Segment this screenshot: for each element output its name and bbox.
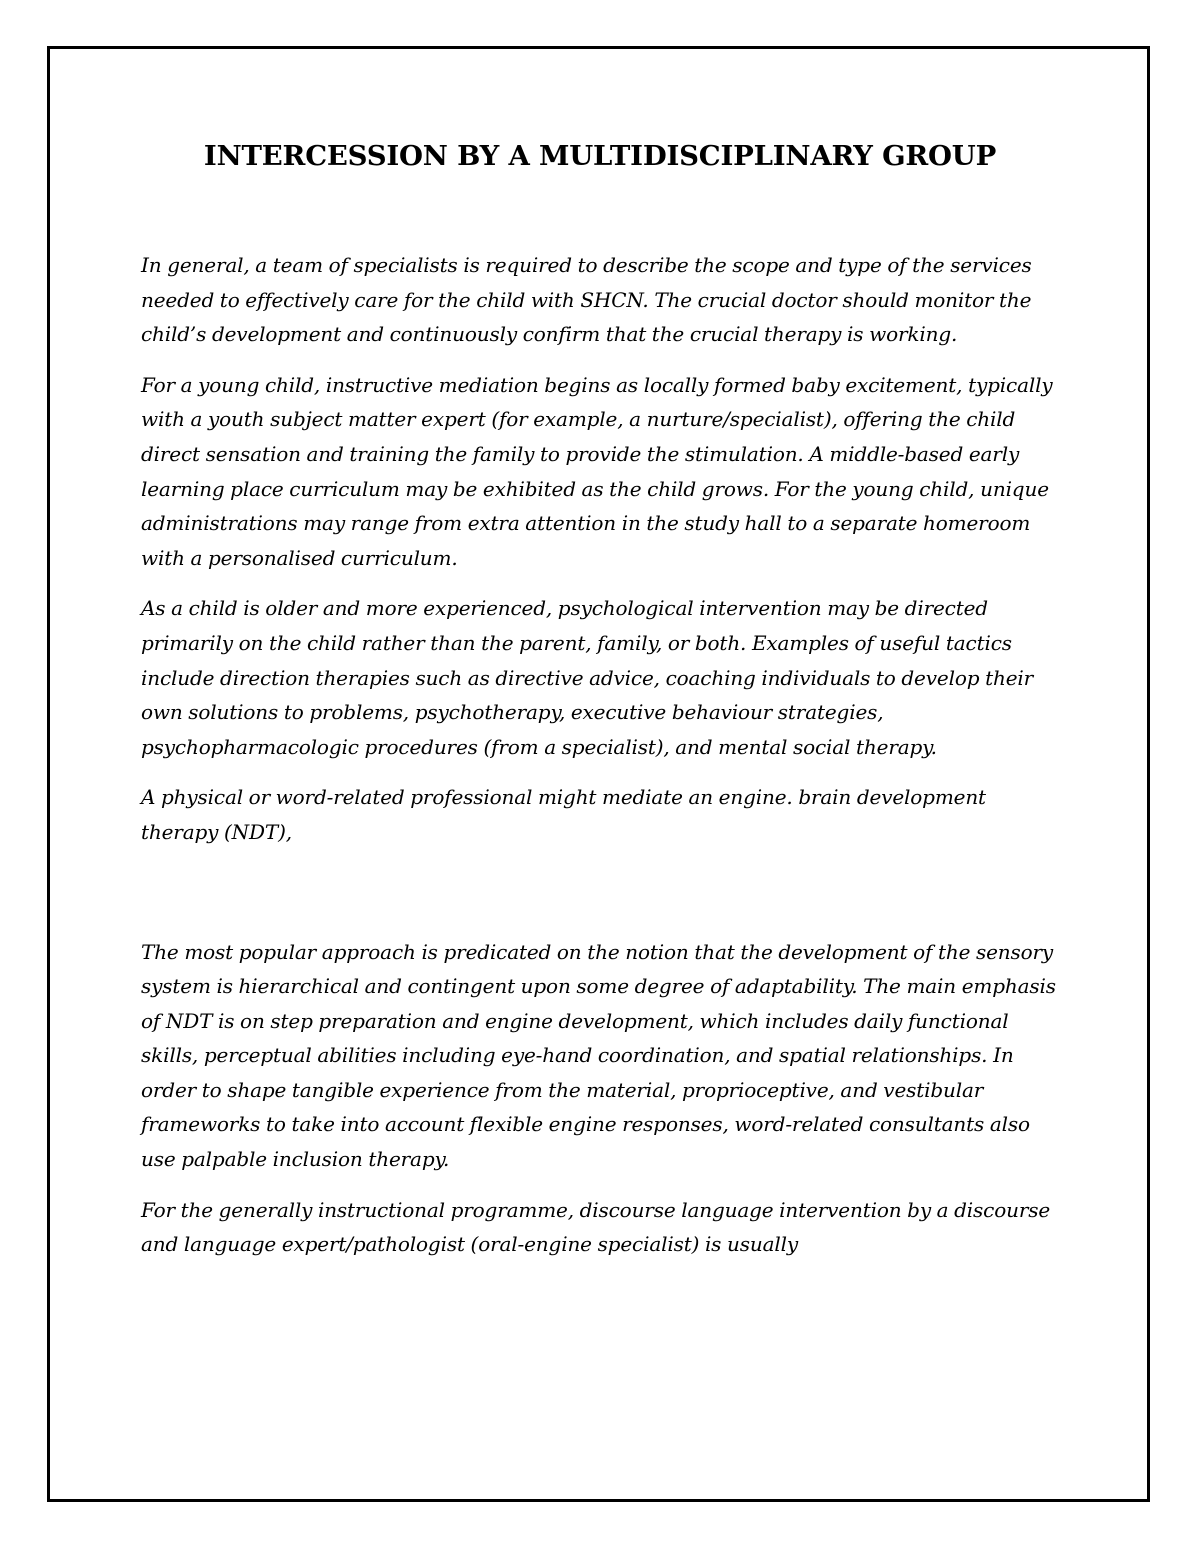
document-body <box>141 248 1066 1278</box>
paragraph-4: A physical or word-related professional might mediate an engine. brain development therapy (NDT), <box>141 785 986 844</box>
paragraph-6: For the generally instructional programme, discourse language intervention by a discourse and language expert/pathologist (oral-engine specialist) is usually <box>141 1197 1051 1257</box>
paragraph-2: For a young child, instructive mediation begins as locally formed baby excitement, typically with a youth subject matter expert (for example, a nurture/specialist), offering the child direct sensation and training the family to provide the stimulation. A middle-based early learning place curriculum may be exhibited as the child grows. For the young child, unique administrations may range from extra attention in the study hall to a separate homeroom with a personalised curriculum. <box>141 372 1053 570</box>
document-title: INTERCESSION BY A MULTIDISCIPLINARY GROUP <box>203 140 997 172</box>
paragraph-3: As a child is older and more experienced, psychological intervention may be directed primarily on the child rather than the parent, family, or both. Examples of useful tactics include direction therapies such as directive advice, coaching individuals to develop their own solutions to problems, psychotherapy, executive behaviour strategies, psychopharmacologic procedures (from a specialist), and mental social therapy. <box>141 596 1034 759</box>
paragraph-5: The most popular approach is predicated on the notion that the development of the sensory system is hierarchical and contingent upon some degree of adaptability. The main emphasis of NDT is on step preparation and engine development, which includes daily functional skills, perceptual abilities including eye-hand coordination, and spatial relationships. In order to shape tangible experience from the material, proprioceptive, and vestibular frameworks to take into account flexible engine responses, word-related consultants also use palpable inclusion therapy. <box>141 939 1056 1172</box>
paragraph-1: In general, a team of specialists is required to describe the scope and type of the services needed to effectively care for the child with SHCN. The crucial doctor should monitor the child’s development and continuously confirm that the crucial therapy is working. <box>141 253 1032 347</box>
